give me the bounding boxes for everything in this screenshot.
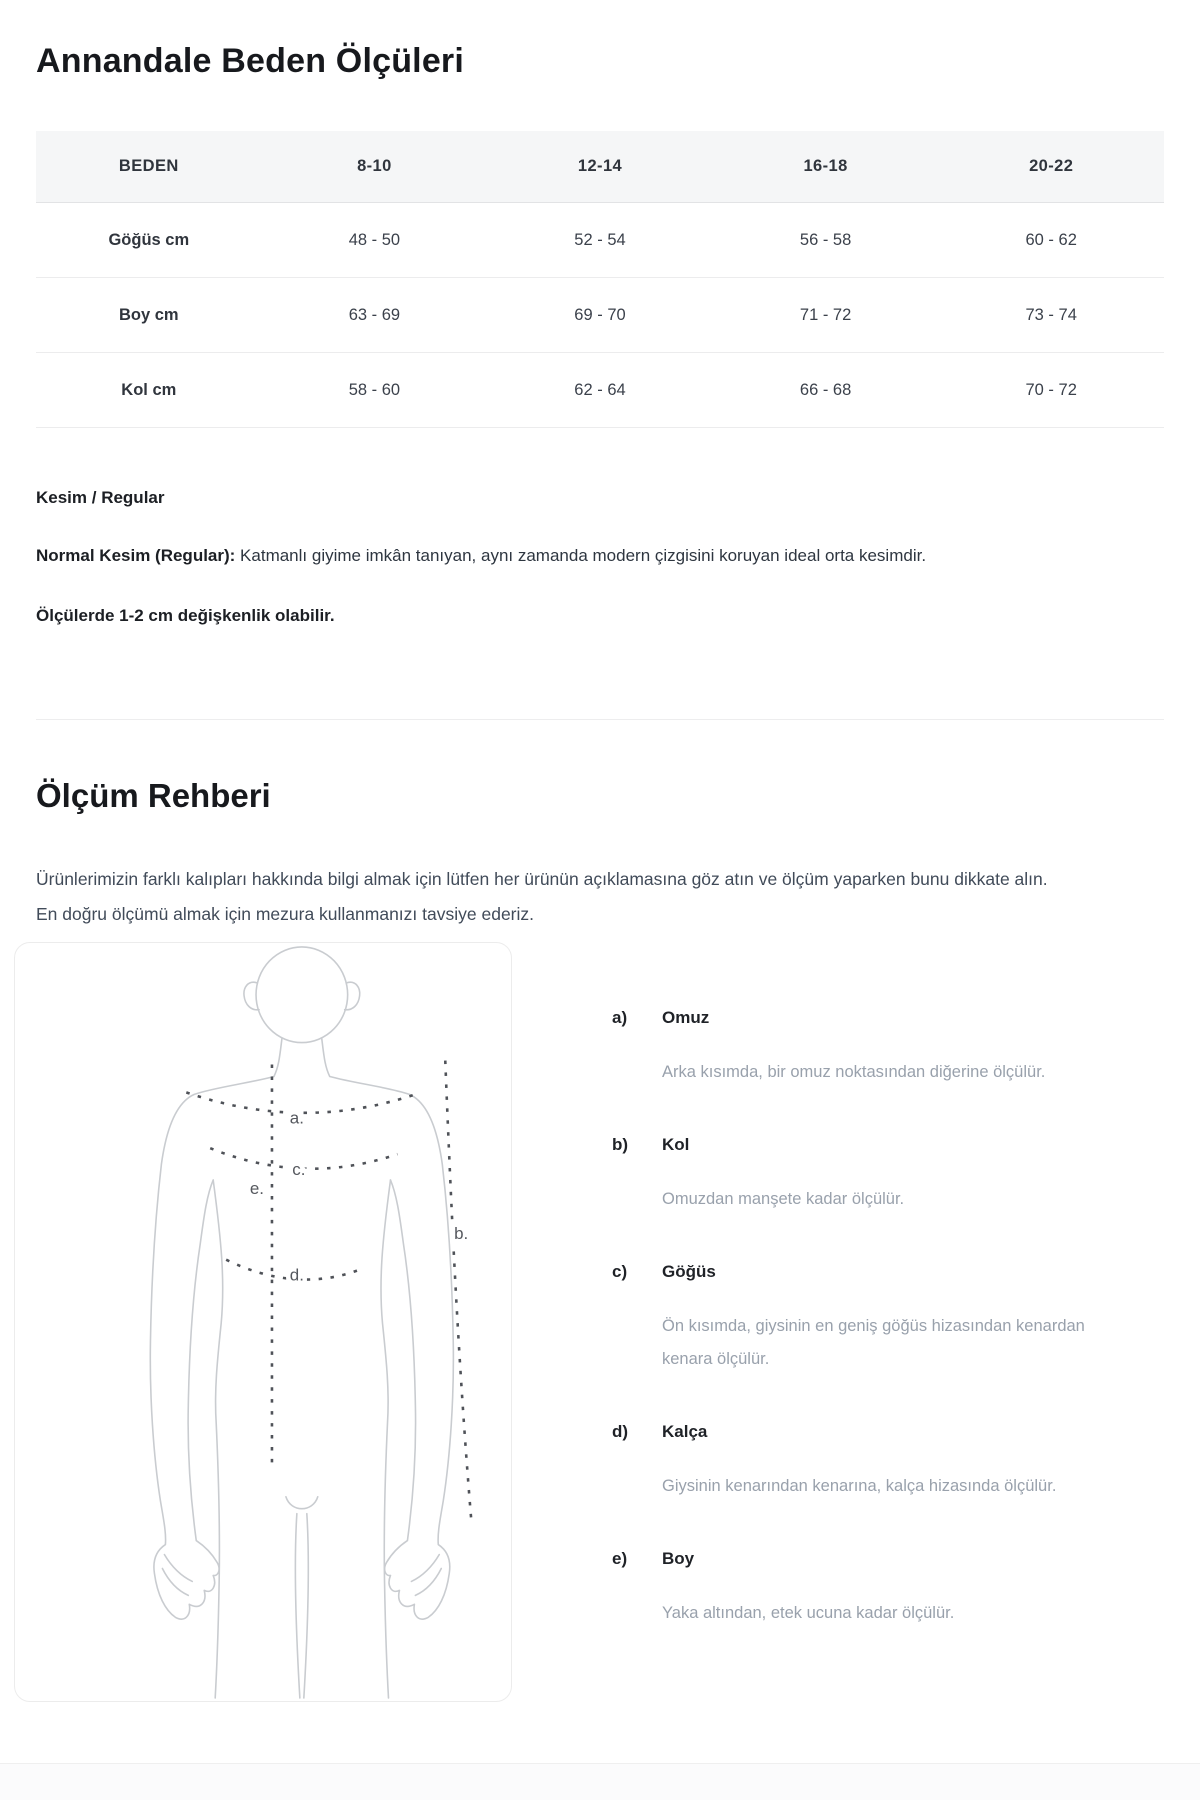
cell-value: 48 - 50	[348, 230, 401, 249]
legend-letter: a)	[612, 1008, 628, 1027]
fit-type-text: Katmanlı giyime imkân tanıyan, aynı zamanda modern çizgisini koruyan ideal orta kesimdir.	[235, 546, 927, 565]
right-arm-outline	[322, 1039, 454, 1619]
measurement-legend	[612, 942, 1164, 1674]
row-label: Göğüs cm	[108, 230, 190, 249]
head-outline	[256, 947, 348, 1043]
body-diagram-card	[14, 942, 512, 1702]
page-title: Annandale Beden Ölçüleri	[36, 42, 465, 80]
left-hand-detail-2	[162, 1568, 188, 1595]
legend-description: Arka kısımda, bir omuz noktasından diğerine ölçülür.	[662, 1063, 1046, 1081]
row-label: Boy cm	[118, 305, 179, 324]
legend-description: Yaka altından, etek ucuna kadar ölçülür.	[662, 1604, 955, 1622]
diagram-label-e: e.	[249, 1178, 264, 1198]
crotch-outline	[286, 1497, 318, 1509]
legend-item-kol	[612, 1133, 1164, 1216]
fit-description	[36, 544, 1164, 568]
legend-item-gogus	[612, 1260, 1164, 1376]
left-arm-outline	[150, 1039, 282, 1619]
measurement-guide-body	[36, 942, 1164, 1702]
diagram-label-b: b.	[454, 1223, 469, 1243]
diagram-label-d: d.	[289, 1265, 304, 1285]
diagram-labels	[250, 1108, 468, 1284]
cell-value: 69 - 70	[574, 305, 626, 324]
size-table-header-row	[36, 131, 1164, 203]
column-header-size-4: 20-22	[1029, 157, 1074, 175]
legend-item-kalca	[612, 1420, 1164, 1503]
measurement-guide-title: Ölçüm Rehberi	[36, 777, 271, 814]
cell-value: 60 - 62	[1025, 230, 1077, 249]
diagram-label-a: a.	[289, 1108, 304, 1128]
table-row-sleeve	[36, 353, 1164, 428]
fit-heading: Kesim / Regular	[36, 488, 165, 507]
column-header-size-3: 16-18	[803, 157, 848, 175]
cell-value: 52 - 54	[574, 230, 626, 249]
body-measurement-diagram	[15, 943, 511, 1701]
column-header-size-1: 8-10	[357, 157, 392, 175]
left-torso-leg-outline	[213, 1180, 223, 1698]
footer-divider	[0, 1763, 1200, 1800]
cell-value: 62 - 64	[574, 380, 626, 399]
cell-value: 66 - 68	[799, 380, 852, 399]
legend-title: Omuz	[662, 1008, 710, 1027]
measurement-dash-lines	[186, 1061, 471, 1519]
inner-right-leg	[304, 1514, 308, 1698]
cell-value: 71 - 72	[799, 305, 852, 324]
diagram-label-c: c.	[292, 1160, 306, 1180]
legend-letter: c)	[612, 1262, 628, 1281]
measurement-guide-intro	[36, 862, 1164, 932]
right-torso-leg-outline	[381, 1180, 391, 1698]
legend-letter: b)	[612, 1135, 629, 1154]
inner-left-leg	[295, 1514, 299, 1698]
right-hand-detail-2	[415, 1568, 441, 1595]
row-label: Kol cm	[121, 380, 177, 399]
legend-title: Kalça	[662, 1422, 708, 1441]
intro-line-1: Ürünlerimizin farklı kalıpları hakkında bilgi almak için lütfen her ürünün açıklamasına göz atın ve ölçüm yaparken bunu dikkate alın.	[36, 869, 1048, 889]
column-header-size-2: 12-14	[577, 157, 623, 175]
body-outline	[150, 947, 453, 1698]
column-header-beden: BEDEN	[118, 157, 179, 175]
intro-line-2: En doğru ölçümü almak için mezura kullanmanızı tavsiye ederiz.	[36, 904, 534, 924]
legend-item-boy	[612, 1547, 1164, 1630]
tolerance-note: Ölçülerde 1-2 cm değişkenlik olabilir.	[36, 606, 335, 625]
legend-letter: e)	[612, 1549, 628, 1568]
table-row-length	[36, 278, 1164, 353]
legend-description: Giysinin kenarından kenarına, kalça hizasında ölçülür.	[662, 1477, 1057, 1495]
cell-value: 70 - 72	[1025, 380, 1077, 399]
legend-description: Omuzdan manşete kadar ölçülür.	[662, 1190, 905, 1208]
legend-title: Boy	[662, 1549, 695, 1568]
cell-value: 56 - 58	[799, 230, 852, 249]
fit-type-label: Normal Kesim (Regular):	[36, 546, 236, 565]
section-divider	[36, 719, 1164, 720]
legend-title: Göğüs	[662, 1262, 716, 1281]
cell-value: 58 - 60	[348, 380, 401, 399]
cell-value: 73 - 74	[1025, 305, 1077, 324]
legend-item-omuz	[612, 1006, 1164, 1089]
cell-value: 63 - 69	[348, 305, 401, 324]
legend-description: Ön kısımda, giysinin en geniş göğüs hizasından kenardan kenara ölçülür.	[662, 1317, 1085, 1368]
legend-title: Kol	[662, 1135, 690, 1154]
size-table	[36, 131, 1164, 428]
legend-letter: d)	[612, 1422, 629, 1441]
table-row-chest	[36, 203, 1164, 278]
